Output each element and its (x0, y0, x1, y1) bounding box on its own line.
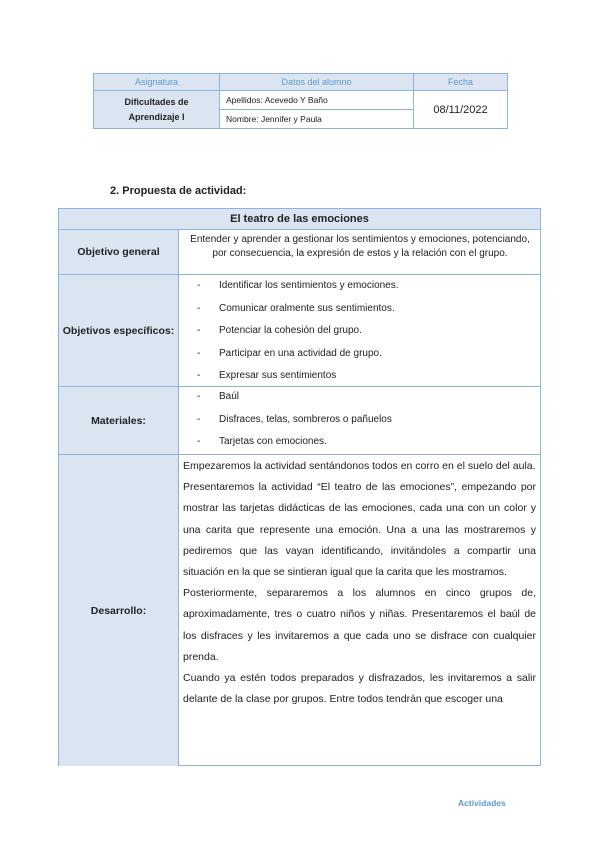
date-cell: 08/11/2022 (414, 91, 508, 129)
list-item: - Identificar los sentimientos y emociones. (197, 280, 399, 291)
development-paragraph: Cuando ya estén todos preparados y disfrazados, les invitaremos a salir delante de la clase por grupos. Entre todos tendrán que escoger una (183, 672, 536, 706)
name-cell: Nombre: Jennifer y Paula (220, 110, 414, 129)
development-paragraph: Presentaremos la actividad “El teatro de las emociones”, empezando por mostrar las tarjetas didácticas de las emociones, cada una con un color y una carita que represente una emoción. Una a una las mostraremos y pediremos que las vayan identificando, invitándoles a compartir una situación en la que se sintieran igual que la carita que les mostramos. (183, 481, 536, 579)
materials-label: Materiales: (59, 387, 178, 454)
list-item: - Baúl (197, 391, 240, 402)
column-divider (178, 230, 179, 766)
surnames-cell: Apellidos: Acevedo Y Baño (220, 91, 414, 110)
header-table (93, 73, 508, 129)
development-paragraph: Empezaremos la actividad sentándonos todos en corro en el suelo del aula. (183, 460, 536, 472)
subject-line-1: Dificultades de (124, 96, 189, 107)
student-header: Datos del alumno (220, 74, 414, 91)
list-item: - Participar en una actividad de grupo. (197, 347, 382, 359)
list-item: - Comunicar oralmente sus sentimientos. (197, 302, 395, 314)
development-paragraph: Posteriormente, separaremos a los alumnos en cinco grupos de, aproximadamente, tres o cuatro niños y niñas. Presentaremos el baúl de los disfraces y les invitaremos a que cada uno se disfrace con cualquier prenda. (183, 587, 536, 663)
list-item: - Disfraces, telas, sombreros o pañuelos (197, 413, 392, 425)
list-item: - Tarjetas con emociones. (197, 436, 327, 447)
general-objective-text: Entender y aprender a gestionar los sentimientos y emociones, potenciando, por consecuencia, la expresión de estos y la relación con el grupo. (190, 234, 530, 259)
subject-line-2: Aprendizaje I (128, 111, 185, 122)
list-item: - Expresar sus sentimientos (197, 370, 337, 381)
development-text (183, 456, 536, 710)
section-title: 2. Propuesta de actividad: (110, 185, 247, 197)
footer-label: Actividades (458, 798, 506, 808)
materials-list (197, 390, 537, 458)
date-header: Fecha (414, 74, 508, 91)
list-item: - Potenciar la cohesión del grupo. (197, 325, 362, 336)
subject-header: Asignatura (94, 74, 220, 91)
specific-objectives-list (197, 279, 537, 392)
general-objective-label: Objetivo general (59, 230, 178, 274)
activity-title: El teatro de las emociones (59, 209, 540, 229)
subject-cell (94, 91, 220, 129)
development-label: Desarrollo: (59, 455, 178, 766)
specific-objectives-label: Objetivos específicos: (59, 275, 178, 386)
